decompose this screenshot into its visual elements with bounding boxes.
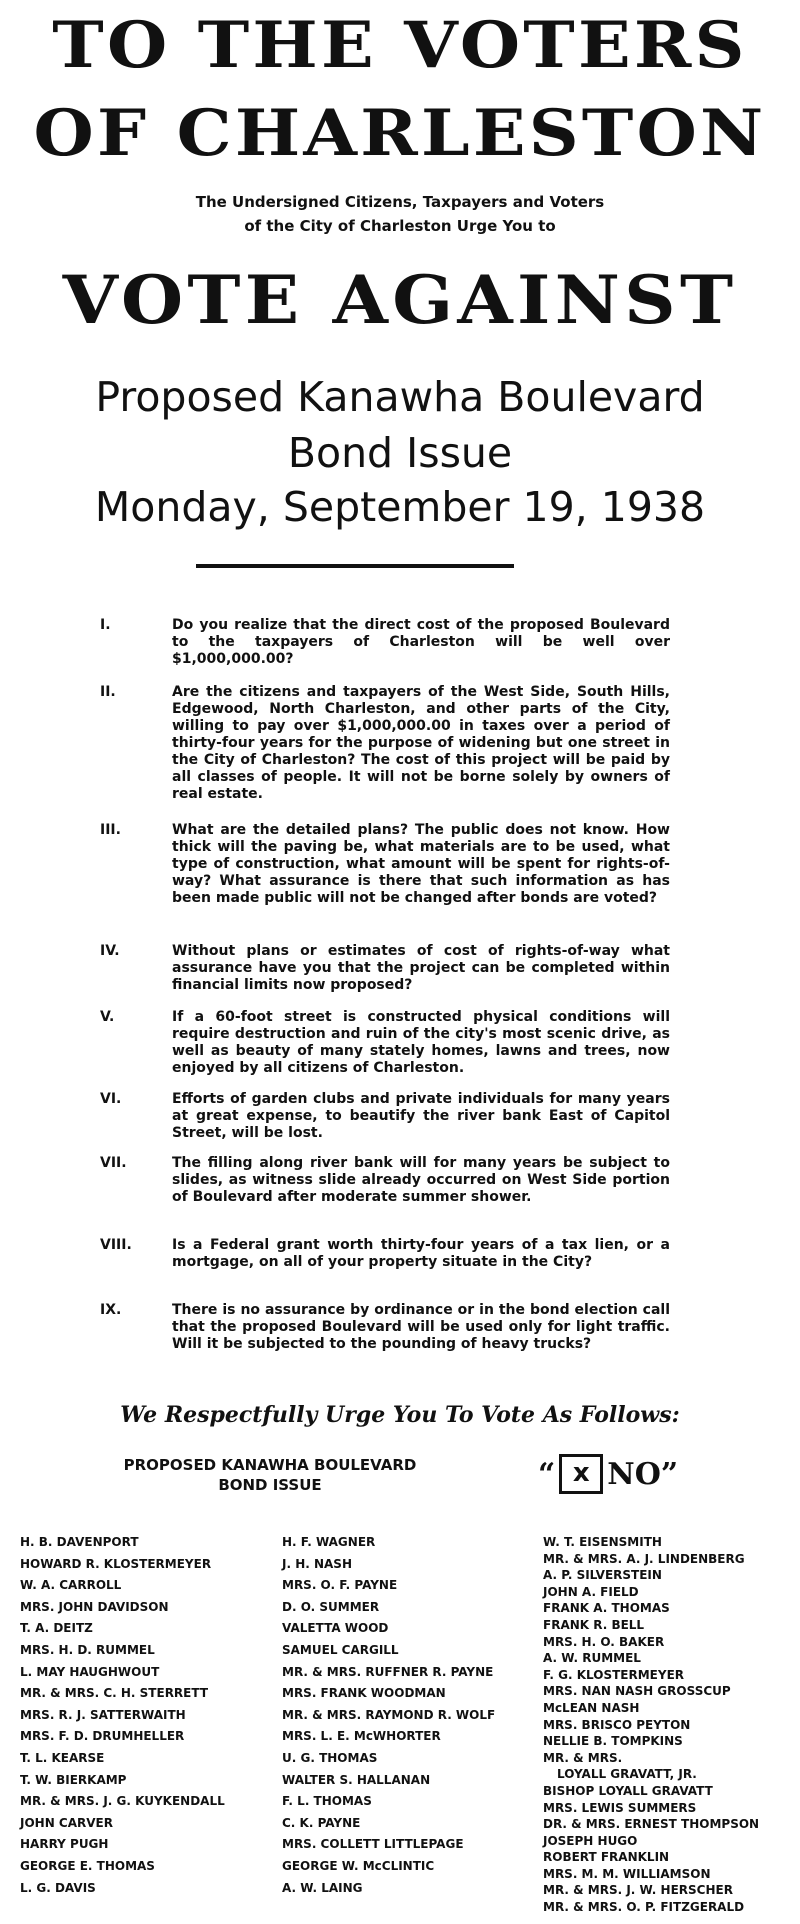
proposal-title-line-1: Proposed Kanawha Boulevard (95, 373, 705, 421)
signers-column-2 (282, 1532, 532, 1899)
signer-name: H. F. WAGNER (282, 1535, 376, 1549)
signer-name: MR. & MRS. O. P. FITZGERALD (543, 1900, 745, 1915)
signer-name: JOHN A. FIELD (543, 1584, 639, 1599)
signer-name: D. O. SUMMER (282, 1599, 380, 1614)
question-text: Efforts of garden clubs and private individuals for many years at great expense, to beautify the river bank East of Capitol Street, will be lost. (172, 1091, 670, 1141)
subheading-line-1: The Undersigned Citizens, Taxpayers and Voters (195, 193, 605, 211)
question-number: VIII. (100, 1237, 132, 1253)
signers-column-1 (20, 1532, 270, 1899)
signer-name: A. W. RUMMEL (543, 1651, 641, 1666)
signer-name: C. K. PAYNE (282, 1815, 361, 1830)
signer-name: HARRY PUGH (20, 1837, 109, 1852)
signer-name: MRS. LEWIS SUMMERS (543, 1800, 697, 1815)
signer-name: MRS. M. M. WILLIAMSON (543, 1866, 711, 1881)
signer-name: A. P. SILVERSTEIN (543, 1568, 662, 1583)
question-text: There is no assurance by ordinance or in the bond election call that the proposed Boulevard will be used only for light traffic. Will it be subjected to the pounding of heavy trucks? (172, 1302, 670, 1352)
open-quote: “ (538, 1456, 556, 1492)
signer-name: VALETTA WOOD (282, 1621, 389, 1636)
question-text: The filling along river bank will for many years be subject to slides, as witness slide already occurred on West Side portion of Boulevard after moderate summer shower. (172, 1155, 670, 1205)
question-item (100, 943, 700, 994)
signer-name: MRS. JOHN DAVIDSON (20, 1599, 169, 1614)
question-text: Do you realize that the direct cost of the proposed Boulevard to the taxpayers of Charleston will be well over $1,000,000.00? (172, 617, 670, 667)
signer-name: MRS. COLLETT LITTLEPAGE (282, 1837, 464, 1852)
signer-name: DR. & MRS. ERNEST THOMPSON (543, 1817, 760, 1832)
ballot-choice-no: NO” (607, 1456, 679, 1492)
signer-name: T. W. BIERKAMP (20, 1772, 127, 1787)
question-item (100, 617, 700, 668)
signer-name: W. T. EISENSMITH (543, 1535, 662, 1549)
signer-name: SAMUEL CARGILL (282, 1642, 399, 1657)
signer-name: MRS. O. F. PAYNE (282, 1578, 398, 1593)
election-date: Monday, September 19, 1938 (94, 483, 706, 531)
vote-instruction: We Respectfully Urge You To Vote As Follows: (120, 1402, 680, 1428)
signer-name: F. L. THOMAS (282, 1794, 372, 1809)
signer-name: FRANK R. BELL (543, 1617, 645, 1632)
signer-name: T. A. DEITZ (20, 1621, 93, 1636)
signer-name: L. G. DAVIS (20, 1880, 96, 1895)
signer-name: GEORGE E. THOMAS (20, 1858, 155, 1873)
signer-name: MR. & MRS. RAYMOND R. WOLF (282, 1707, 496, 1722)
question-text: Are the citizens and taxpayers of the West Side, South Hills, Edgewood, North Charleston, and other parts of the City, willing to pay over $1,000,000.00 in taxes over a period of thirty-four years for the purpose of widening but one street in the City of Charleston? The cost of this project will be paid by all classes of people. It will not be borne solely by owners of real estate. (172, 684, 670, 802)
signer-name: McLEAN NASH (543, 1700, 640, 1715)
signer-name: BISHOP LOYALL GRAVATT (543, 1783, 713, 1798)
ballot-choice (538, 1452, 678, 1496)
question-number: I. (100, 617, 111, 633)
signer-name: T. L. KEARSE (20, 1750, 105, 1765)
headline-line-2: OF CHARLESTON (33, 96, 767, 171)
question-number: VII. (100, 1155, 127, 1171)
question-number: II. (100, 684, 116, 700)
question-text: What are the detailed plans? The public does not know. How thick will the paving be, what materials are to be used, what type of construction, what amount will be spent for rights-of-way? What assurance is there that such information as has been made public will not be changed after bonds are voted? (172, 822, 670, 906)
subheading-line-2: of the City of Charleston Urge You to (244, 217, 556, 235)
question-number: IV. (100, 943, 120, 959)
proposal-title-line-2: Bond Issue (287, 429, 513, 477)
question-item (100, 1237, 700, 1271)
signer-name: A. W. LAING (282, 1880, 363, 1895)
divider-rule (196, 564, 514, 568)
signer-name: MR. & MRS. (543, 1750, 623, 1765)
signer-name: MRS. L. E. McWHORTER (282, 1729, 441, 1744)
signers-column-3 (543, 1534, 793, 1916)
signer-name: MR. & MRS. A. J. LINDENBERG (543, 1551, 745, 1566)
signer-name: MRS. NAN NASH GROSSCUP (543, 1684, 731, 1699)
question-number: V. (100, 1009, 115, 1025)
headline-line-1: TO THE VOTERS (52, 8, 748, 83)
signer-name: MRS. F. D. DRUMHELLER (20, 1729, 185, 1744)
signer-name: MRS. R. J. SATTERWAITH (20, 1707, 186, 1722)
signer-name: U. G. THOMAS (282, 1750, 378, 1765)
signer-name: JOSEPH HUGO (543, 1833, 638, 1848)
question-item (100, 1302, 700, 1353)
question-text: Without plans or estimates of cost of rights-of-way what assurance have you that the project can be completed within financial limits now proposed? (172, 943, 670, 993)
signer-name: HOWARD R. KLOSTERMEYER (20, 1556, 212, 1571)
signer-name: ROBERT FRANKLIN (543, 1850, 670, 1865)
signer-name: MRS. H. D. RUMMEL (20, 1642, 155, 1657)
question-number: VI. (100, 1091, 122, 1107)
signer-name: MR. & MRS. J. W. HERSCHER (543, 1883, 733, 1898)
signer-name: J. H. NASH (282, 1556, 352, 1571)
signer-name: MR. & MRS. C. H. STERRETT (20, 1686, 209, 1701)
question-item (100, 822, 700, 907)
signer-name: LOYALL GRAVATT, JR. (557, 1767, 697, 1782)
question-text: If a 60-foot street is constructed physical conditions will require destruction and ruin of the city's most scenic drive, as well as beauty of many stately homes, lawns and trees, now enjoyed by all citizens of Charleston. (172, 1009, 670, 1076)
signer-name: NELLIE B. TOMPKINS (543, 1734, 683, 1749)
signer-name: H. B. DAVENPORT (20, 1535, 139, 1549)
signer-name: MRS. H. O. BAKER (543, 1634, 665, 1649)
signer-name: W. A. CARROLL (20, 1578, 122, 1593)
question-item (100, 1155, 700, 1206)
ballot-label-line-2: BOND ISSUE (218, 1476, 322, 1494)
signer-name: FRANK A. THOMAS (543, 1601, 670, 1616)
signer-name: MRS. FRANK WOODMAN (282, 1686, 446, 1701)
ballot-label-line-1: PROPOSED KANAWHA BOULEVARD (123, 1456, 417, 1474)
signer-name: MR. & MRS. J. G. KUYKENDALL (20, 1794, 225, 1809)
question-item (100, 684, 700, 803)
signer-name: F. G. KLOSTERMEYER (543, 1667, 685, 1682)
question-item (100, 1091, 700, 1142)
question-number: III. (100, 822, 121, 838)
question-text: Is a Federal grant worth thirty-four years of a tax lien, or a mortgage, on all of your property situate in the City? (172, 1237, 670, 1270)
ballot-check-box: x (559, 1454, 603, 1494)
signer-name: MRS. BRISCO PEYTON (543, 1717, 691, 1732)
signer-name: JOHN CARVER (20, 1815, 113, 1830)
signer-name: WALTER S. HALLANAN (282, 1772, 431, 1787)
vote-against-heading: VOTE AGAINST (62, 261, 738, 339)
question-item (100, 1009, 700, 1077)
signer-name: L. MAY HAUGHWOUT (20, 1664, 160, 1679)
signer-name: MR. & MRS. RUFFNER R. PAYNE (282, 1664, 494, 1679)
question-number: IX. (100, 1302, 122, 1318)
signer-name: GEORGE W. McCLINTIC (282, 1858, 435, 1873)
